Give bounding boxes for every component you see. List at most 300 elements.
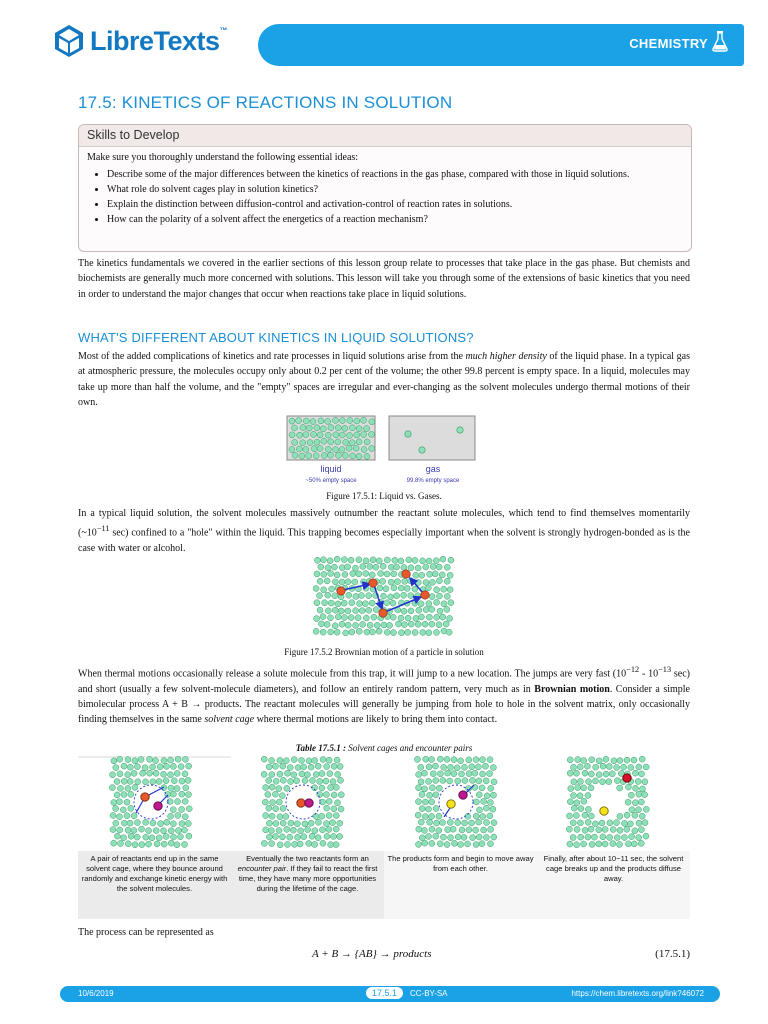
particle bbox=[570, 820, 576, 826]
particle bbox=[114, 833, 120, 839]
particle bbox=[469, 764, 475, 770]
particle bbox=[581, 841, 587, 847]
particle bbox=[114, 792, 120, 798]
particle bbox=[422, 814, 428, 820]
table-row bbox=[78, 851, 690, 919]
particle bbox=[609, 771, 615, 777]
particle bbox=[143, 779, 149, 785]
particle bbox=[461, 834, 467, 840]
particle bbox=[419, 806, 425, 812]
particle bbox=[364, 439, 370, 445]
particle bbox=[643, 833, 649, 839]
particle bbox=[577, 793, 583, 799]
particle bbox=[433, 778, 439, 784]
particle bbox=[490, 765, 496, 771]
particle bbox=[391, 585, 397, 591]
particle bbox=[306, 758, 312, 764]
particle bbox=[429, 840, 435, 846]
particle bbox=[429, 799, 435, 805]
particle bbox=[303, 446, 309, 452]
particle bbox=[447, 572, 453, 578]
particle bbox=[320, 840, 326, 846]
particle bbox=[444, 593, 450, 599]
particle bbox=[408, 565, 414, 571]
particle bbox=[447, 778, 453, 784]
table-caption bbox=[78, 743, 690, 753]
particle bbox=[266, 764, 272, 770]
particle bbox=[153, 828, 159, 834]
particle bbox=[309, 833, 315, 839]
particle bbox=[314, 439, 320, 445]
particle bbox=[638, 827, 644, 833]
particle bbox=[333, 784, 339, 790]
particle bbox=[265, 791, 271, 797]
particle bbox=[263, 785, 269, 791]
text-run: . Consider a simple bimolecular process A + B → products. The reactant molecules will generally be jumping from hole to hole in the solvent matrix, only occasionally finding themselves in the same bbox=[78, 683, 690, 726]
particle bbox=[297, 841, 303, 847]
particle bbox=[294, 834, 300, 840]
particle bbox=[439, 572, 445, 578]
particle bbox=[632, 800, 638, 806]
product bbox=[459, 791, 467, 799]
particle bbox=[466, 757, 472, 763]
particle bbox=[491, 779, 497, 785]
particle bbox=[134, 820, 140, 826]
solvent-cage-outline bbox=[439, 785, 473, 819]
particle bbox=[266, 820, 272, 826]
particle bbox=[185, 777, 191, 783]
particle bbox=[168, 828, 174, 834]
particle bbox=[299, 757, 305, 763]
particle bbox=[143, 834, 149, 840]
particle bbox=[157, 764, 163, 770]
particle bbox=[484, 820, 490, 826]
particle bbox=[168, 757, 174, 763]
particle bbox=[268, 828, 274, 834]
particle bbox=[429, 594, 435, 600]
particle bbox=[602, 826, 608, 832]
particle bbox=[355, 615, 361, 621]
particle bbox=[588, 826, 594, 832]
paragraph-solvent-trap bbox=[78, 506, 690, 556]
particle bbox=[488, 826, 494, 832]
particle bbox=[356, 628, 362, 634]
particle bbox=[575, 757, 581, 763]
particle bbox=[418, 601, 424, 607]
particle bbox=[458, 758, 464, 764]
particle bbox=[324, 764, 330, 770]
particle bbox=[326, 812, 332, 818]
particle bbox=[308, 820, 314, 826]
particle bbox=[593, 764, 599, 770]
particle bbox=[314, 616, 320, 622]
particle bbox=[599, 779, 605, 785]
particle bbox=[170, 834, 176, 840]
particle bbox=[319, 827, 325, 833]
particle bbox=[416, 826, 422, 832]
libretexts-logo[interactable] bbox=[54, 24, 227, 58]
particle bbox=[306, 453, 312, 459]
particle bbox=[476, 807, 482, 813]
particle bbox=[434, 614, 440, 620]
particle bbox=[334, 556, 340, 562]
particle bbox=[320, 799, 326, 805]
particle bbox=[263, 827, 269, 833]
particle bbox=[338, 806, 344, 812]
particle bbox=[487, 813, 493, 819]
particle bbox=[277, 842, 283, 848]
particle bbox=[436, 785, 442, 791]
particle bbox=[367, 564, 373, 570]
skills-body bbox=[79, 147, 691, 227]
particle bbox=[433, 792, 439, 798]
particle bbox=[643, 764, 649, 770]
particle bbox=[338, 608, 344, 614]
particle bbox=[581, 785, 587, 791]
particle bbox=[327, 771, 333, 777]
particle bbox=[567, 757, 573, 763]
particle bbox=[312, 757, 318, 763]
particle bbox=[466, 827, 472, 833]
particle bbox=[325, 418, 331, 424]
particle bbox=[444, 578, 450, 584]
particle bbox=[631, 841, 637, 847]
particle bbox=[374, 622, 380, 628]
particle bbox=[320, 614, 326, 620]
particle bbox=[592, 821, 598, 827]
particle bbox=[317, 593, 323, 599]
particle bbox=[373, 607, 379, 613]
particle bbox=[573, 770, 579, 776]
particle bbox=[599, 820, 605, 826]
particle bbox=[175, 756, 181, 762]
particle bbox=[326, 757, 332, 763]
particle bbox=[324, 578, 330, 584]
particle bbox=[636, 835, 642, 841]
particle bbox=[117, 756, 123, 762]
particle bbox=[111, 840, 117, 846]
particle bbox=[140, 770, 146, 776]
particle bbox=[183, 785, 189, 791]
particle bbox=[323, 792, 329, 798]
skills-item: • Explain the distinction between diffusion-control and activation-control of reaction rates in solutions. bbox=[107, 198, 683, 212]
particle bbox=[426, 614, 432, 620]
particle bbox=[332, 607, 338, 613]
particle bbox=[429, 579, 435, 585]
particle bbox=[466, 771, 472, 777]
particle bbox=[341, 557, 347, 563]
particle bbox=[117, 771, 123, 777]
intro-paragraph: The kinetics fundamentals we covered in the earlier sections of this lesson group relate to processes that take place in the gas phase. But chemists and biochemists are generally much more concerned with solutions. This lesson will take you through some of the extensions of basic kinetics that you need in order to understand the major changes that occur when reactions take place in liquid solutions. bbox=[78, 258, 690, 300]
particle bbox=[427, 819, 433, 825]
particle bbox=[425, 806, 431, 812]
particle bbox=[444, 756, 450, 762]
skills-item: • What role do solvent cages play in solution kinetics? bbox=[107, 183, 683, 197]
particle bbox=[636, 791, 642, 797]
particle bbox=[111, 758, 117, 764]
footer-license[interactable]: CC-BY-SA bbox=[410, 989, 448, 998]
particle bbox=[312, 841, 318, 847]
particle bbox=[429, 813, 435, 819]
liquid-gas-diagram bbox=[285, 414, 485, 489]
particle bbox=[482, 763, 488, 769]
particle bbox=[566, 813, 572, 819]
particle bbox=[422, 840, 428, 846]
brownian-diagram bbox=[313, 556, 455, 638]
particle bbox=[447, 819, 453, 825]
particle bbox=[588, 771, 594, 777]
particle bbox=[436, 813, 442, 819]
particle bbox=[639, 786, 645, 792]
particle bbox=[436, 564, 442, 570]
particle bbox=[461, 764, 467, 770]
particle bbox=[606, 763, 612, 769]
particle bbox=[150, 779, 156, 785]
particle bbox=[290, 827, 296, 833]
particle bbox=[269, 757, 275, 763]
particle bbox=[319, 813, 325, 819]
particle bbox=[401, 608, 407, 614]
particle bbox=[266, 834, 272, 840]
particle bbox=[263, 813, 269, 819]
particle bbox=[313, 771, 319, 777]
particle bbox=[147, 770, 153, 776]
particle bbox=[370, 557, 376, 563]
particle bbox=[345, 564, 351, 570]
particle bbox=[177, 834, 183, 840]
particle bbox=[440, 556, 446, 562]
particle bbox=[328, 439, 334, 445]
particle bbox=[313, 586, 319, 592]
particle bbox=[328, 570, 334, 576]
particle bbox=[349, 440, 355, 446]
particle bbox=[143, 819, 149, 825]
particle bbox=[441, 586, 447, 592]
particle bbox=[388, 594, 394, 600]
particle bbox=[632, 828, 638, 834]
particle bbox=[337, 820, 343, 826]
table-cell: Finally, after about 10−11 sec, the solvent cage breaks up and the products diffuse away. bbox=[537, 851, 690, 919]
particle bbox=[395, 621, 401, 627]
particle bbox=[342, 425, 348, 431]
particle bbox=[402, 578, 408, 584]
particle bbox=[422, 786, 428, 792]
particle bbox=[350, 571, 356, 577]
text-run: sec) and short (usually a few solvent-molecule diameters), and follow an entirely random pattern, very much as in bbox=[78, 668, 690, 695]
particle bbox=[330, 820, 336, 826]
particle bbox=[292, 841, 298, 847]
particle bbox=[432, 763, 438, 769]
particle bbox=[276, 799, 282, 805]
particle bbox=[335, 771, 341, 777]
particle bbox=[373, 564, 379, 570]
particle bbox=[310, 419, 316, 425]
particle bbox=[302, 821, 308, 827]
product bbox=[600, 807, 608, 815]
particle bbox=[405, 615, 411, 621]
particle bbox=[334, 757, 340, 763]
particle bbox=[314, 600, 320, 606]
particle bbox=[359, 608, 365, 614]
particle bbox=[444, 564, 450, 570]
particle bbox=[465, 841, 471, 847]
particle bbox=[436, 827, 442, 833]
reactant-b bbox=[305, 799, 313, 807]
particle bbox=[347, 433, 353, 439]
particle bbox=[596, 758, 602, 764]
particle bbox=[110, 827, 116, 833]
particle bbox=[369, 600, 375, 606]
particle bbox=[632, 812, 638, 818]
particle bbox=[413, 572, 419, 578]
particle bbox=[345, 622, 351, 628]
particle bbox=[304, 772, 310, 778]
particle bbox=[331, 806, 337, 812]
particle bbox=[328, 600, 334, 606]
particle bbox=[585, 834, 591, 840]
particle bbox=[301, 764, 307, 770]
process-text: The process can be represented as bbox=[78, 927, 214, 938]
particle bbox=[276, 827, 282, 833]
particle bbox=[427, 571, 433, 577]
particle bbox=[394, 593, 400, 599]
particle bbox=[614, 835, 620, 841]
particle bbox=[161, 771, 167, 777]
particle bbox=[426, 764, 432, 770]
particle bbox=[433, 820, 439, 826]
particle bbox=[369, 419, 375, 425]
particle bbox=[272, 763, 278, 769]
logo-wordmark: LibreTexts bbox=[90, 25, 220, 56]
subject-label[interactable]: CHEMISTRY bbox=[629, 36, 708, 51]
particle bbox=[378, 570, 384, 576]
particle bbox=[398, 558, 404, 564]
particle bbox=[179, 821, 185, 827]
particle bbox=[487, 771, 493, 777]
particle bbox=[406, 557, 412, 563]
particle bbox=[607, 820, 613, 826]
particle bbox=[441, 764, 447, 770]
particle bbox=[163, 833, 169, 839]
particle bbox=[360, 579, 366, 585]
particle bbox=[273, 806, 279, 812]
particle bbox=[570, 835, 576, 841]
particle bbox=[147, 756, 153, 762]
product bbox=[447, 800, 455, 808]
superscript: −13 bbox=[658, 665, 672, 674]
particle bbox=[603, 756, 609, 762]
particle bbox=[131, 827, 137, 833]
particle bbox=[128, 833, 134, 839]
particle bbox=[418, 819, 424, 825]
particle bbox=[319, 785, 325, 791]
particle bbox=[116, 814, 122, 820]
particle bbox=[146, 828, 152, 834]
particle bbox=[288, 778, 294, 784]
particle bbox=[314, 557, 320, 563]
particle bbox=[142, 765, 148, 771]
particle bbox=[320, 629, 326, 635]
particle bbox=[470, 835, 476, 841]
particle bbox=[154, 841, 160, 847]
particle bbox=[354, 418, 360, 424]
particle bbox=[422, 799, 428, 805]
particle bbox=[390, 614, 396, 620]
particle bbox=[455, 820, 461, 826]
particle bbox=[581, 757, 587, 763]
particle bbox=[567, 841, 573, 847]
particle bbox=[481, 798, 487, 804]
particle bbox=[371, 614, 377, 620]
particle bbox=[392, 557, 398, 563]
particle bbox=[440, 777, 446, 783]
particle bbox=[269, 772, 275, 778]
particle bbox=[571, 805, 577, 811]
particle bbox=[584, 763, 590, 769]
particle bbox=[139, 842, 145, 848]
particle bbox=[289, 447, 295, 453]
particle bbox=[450, 826, 456, 832]
particle bbox=[369, 629, 375, 635]
particle bbox=[110, 813, 116, 819]
particle bbox=[380, 578, 386, 584]
particle bbox=[376, 628, 382, 634]
particle bbox=[272, 791, 278, 797]
particle bbox=[320, 426, 326, 432]
particle bbox=[440, 614, 446, 620]
superscript: −11 bbox=[96, 524, 110, 534]
particle bbox=[182, 771, 188, 777]
particle bbox=[306, 840, 312, 846]
particle bbox=[363, 615, 369, 621]
particle bbox=[447, 587, 453, 593]
particle bbox=[323, 821, 329, 827]
particle bbox=[343, 439, 349, 445]
particle bbox=[367, 622, 373, 628]
text-run: . If they fail to react the first time, they have many more opportunities during the lifetime of the cage. bbox=[238, 864, 378, 893]
particle bbox=[168, 785, 174, 791]
particle bbox=[262, 799, 268, 805]
particle bbox=[124, 813, 130, 819]
particle bbox=[163, 778, 169, 784]
footer-page-number: 17.5.1 bbox=[366, 987, 403, 999]
particle bbox=[487, 800, 493, 806]
particle bbox=[420, 629, 426, 635]
particle bbox=[318, 564, 324, 570]
particle bbox=[134, 834, 140, 840]
particle bbox=[426, 601, 432, 607]
liquid-label: liquid bbox=[320, 464, 342, 474]
footer-url[interactable]: https://chem.libretexts.org/link?46072 bbox=[571, 989, 704, 998]
paragraph-brownian bbox=[78, 662, 690, 728]
particle bbox=[589, 841, 595, 847]
particle bbox=[603, 771, 609, 777]
particle bbox=[394, 564, 400, 570]
particle bbox=[131, 813, 137, 819]
particle bbox=[383, 586, 389, 592]
particle bbox=[317, 578, 323, 584]
particle bbox=[315, 819, 321, 825]
particle bbox=[352, 579, 358, 585]
particle bbox=[127, 764, 133, 770]
particle bbox=[303, 418, 309, 424]
particle bbox=[182, 841, 188, 847]
liquid-sublabel: ~50% empty space bbox=[305, 478, 357, 484]
particle bbox=[170, 821, 176, 827]
particle bbox=[362, 601, 368, 607]
solvent-cage-diagrams bbox=[78, 755, 690, 850]
particle bbox=[280, 820, 286, 826]
